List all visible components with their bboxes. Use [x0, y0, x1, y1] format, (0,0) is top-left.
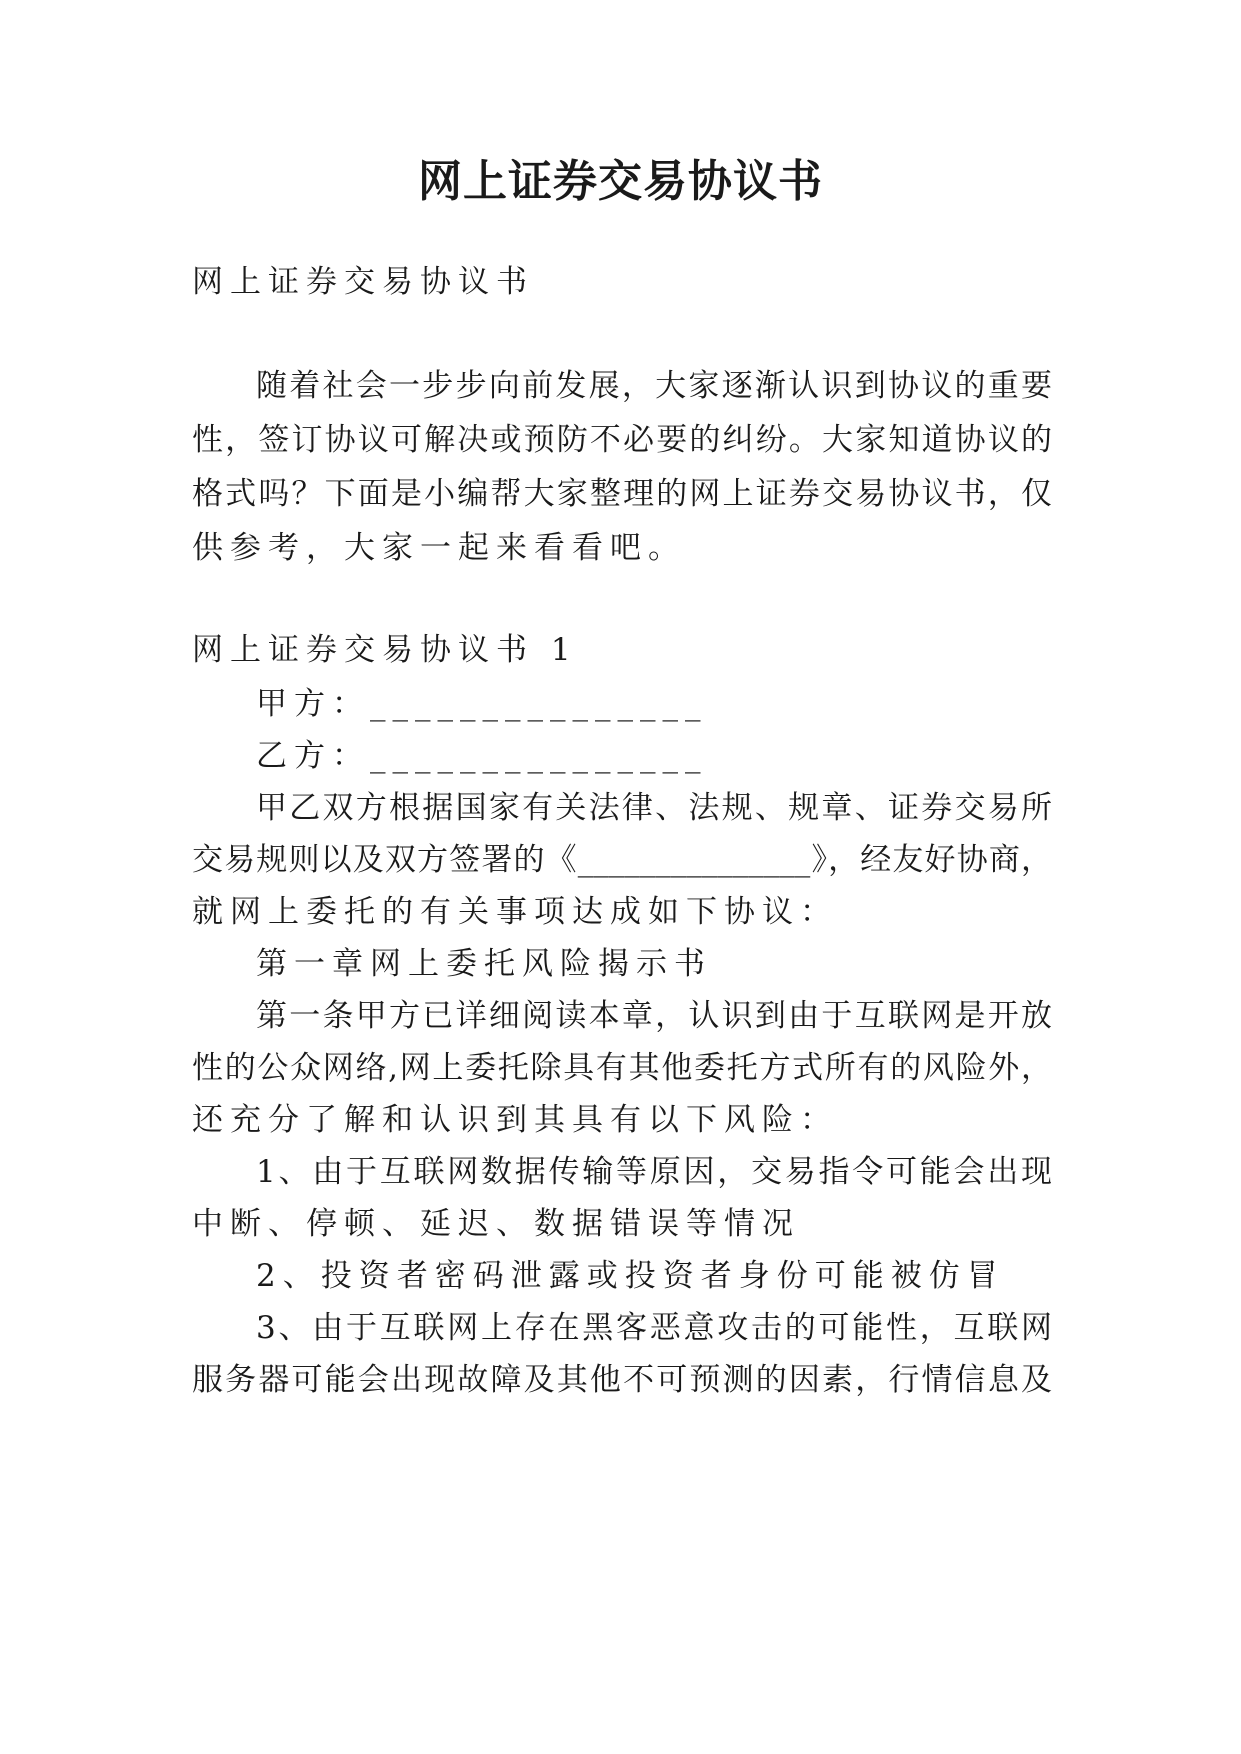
article-line-1: 第一条甲方已详细阅读本章，认识到由于互联网是开放	[256, 998, 1052, 1034]
risk-item-2: 2、投资者密码泄露或投资者身份可能被仿冒	[256, 1258, 1005, 1294]
article-line-2: 性的公众网络,网上委托除具有其他委托方式所有的风险外，	[192, 1050, 1052, 1086]
body-line-1: 甲乙双方根据国家有关法律、法规、规章、证券交易所	[256, 790, 1052, 826]
body-line-2: 交易规则以及双方签署的《_______________》，经友好协商，	[192, 842, 1052, 878]
chapter-heading: 第一章网上委托风险揭示书	[256, 946, 712, 982]
intro-line-2: 性，签订协议可解决或预防不必要的纠纷。大家知道协议的	[192, 422, 1052, 458]
intro-line-1: 随着社会一步步向前发展，大家逐渐认识到协议的重要	[256, 368, 1052, 404]
article-line-3: 还充分了解和认识到其具有以下风险：	[192, 1102, 838, 1138]
party-a-line: 甲方：_______________	[256, 686, 708, 722]
intro-line-3: 格式吗？下面是小编帮大家整理的网上证券交易协议书，仅	[192, 476, 1052, 512]
risk-item-1-line-2: 中断、停顿、延迟、数据错误等情况	[192, 1206, 800, 1242]
intro-line-4: 供参考，大家一起来看看吧。	[192, 530, 686, 566]
risk-item-3-line-2: 服务器可能会出现故障及其他不可预测的因素，行情信息及	[192, 1362, 1052, 1398]
risk-item-1-line-1: 1、由于互联网数据传输等原因，交易指令可能会出现	[256, 1154, 1052, 1190]
document-title: 网上证券交易协议书	[418, 156, 823, 207]
section-heading: 网上证券交易协议书 1	[192, 632, 578, 668]
party-b-line: 乙方：_______________	[256, 738, 708, 774]
body-line-3: 就网上委托的有关事项达成如下协议：	[192, 894, 838, 930]
subtitle-line: 网上证券交易协议书	[192, 264, 534, 300]
risk-item-3-line-1: 3、由于互联网上存在黑客恶意攻击的可能性，互联网	[256, 1310, 1052, 1346]
